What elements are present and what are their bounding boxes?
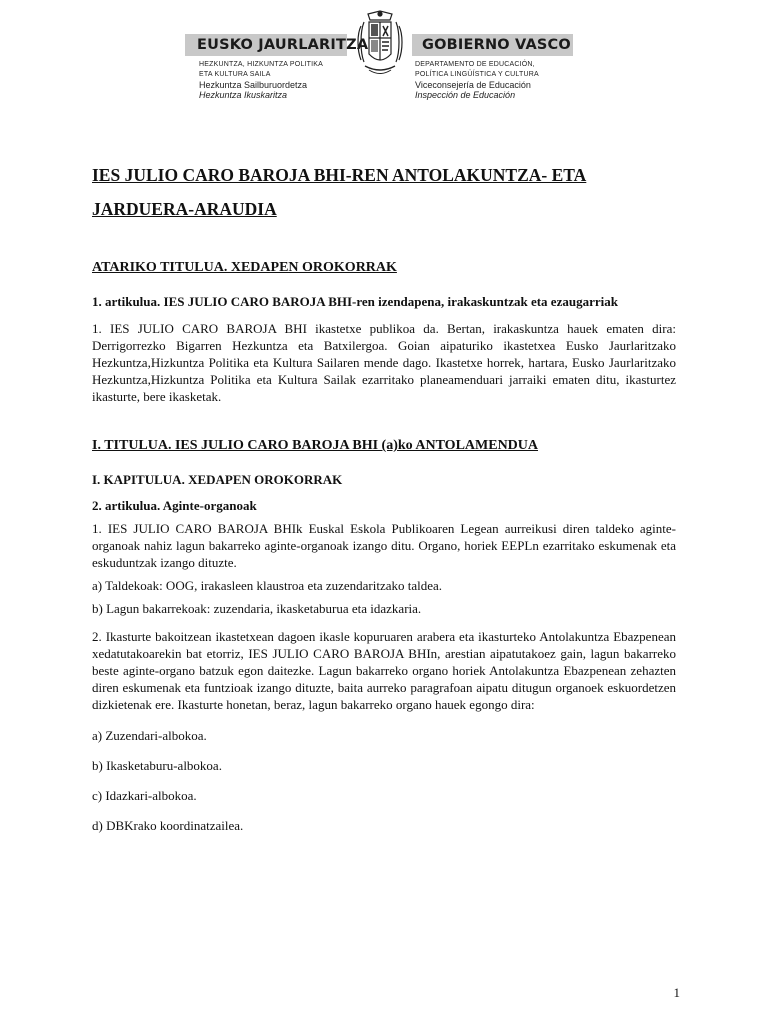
document-title-line-2: JARDUERA-ARAUDIA (92, 199, 277, 219)
article-2-heading: 2. artikulua. Aginte-organoak (92, 498, 257, 513)
coat-of-arms-icon (355, 10, 405, 80)
article-2-item-a: a) Taldekoak: OOG, irakasleen klaustroa eta zuzendaritzako taldea. (92, 578, 443, 593)
department-basque-line-1: HEZKUNTZA, HIZKUNTZA POLITIKA (199, 61, 324, 68)
department-spanish-line-1: DEPARTAMENTO DE EDUCACIÓN, (415, 61, 535, 68)
department-basque-line-2: ETA KULTURA SAILA (199, 71, 271, 78)
inspection-basque: Hezkuntza Ikuskaritza (199, 90, 288, 100)
article-1-heading: 1. artikulua. IES JULIO CARO BAROJA BHI-ren izendapena, irakaskuntzak eta ezaugarriak (92, 294, 618, 309)
organ-list-item: b) Ikasketaburu-albokoa. (92, 758, 222, 773)
article-1-paragraph: 1. IES JULIO CARO BAROJA BHI ikastetxe publikoa da. Bertan, irakaskuntza hauek ematen dira: Derrigorrezko Bigarren Hezkuntza eta Batxilergoa. Goian aipaturiko ikastetxea Eusko Jaurlaritzako Hezkuntza,Hizkuntza Politika eta Kultura Sailaren mende dago. Ikastetxe horrek, hartara, Eusko Jaurlaritzako Hezkuntza,Hizkuntza Politika eta Kultura Sailak ezarritako planeamenduari jarraiki ematen ditu, ikasturtez ikasturte, bere ikasketak. (92, 321, 676, 404)
organ-list-item: d) DBKrako koordinatzailea. (92, 818, 244, 833)
organ-list-item: a) Zuzendari-albokoa. (92, 728, 207, 743)
preliminary-title-heading: ATARIKO TITULUA. XEDAPEN OROKORRAK (92, 260, 397, 275)
page-number: 1 (673, 985, 680, 1000)
organ-list-item: c) Idazkari-albokoa. (92, 788, 197, 803)
department-spanish-line-2: POLÍTICA LINGÜÍSTICA Y CULTURA (415, 71, 539, 78)
article-2-item-b: b) Lagun bakarrekoak: zuzendaria, ikasketaburua eta idazkaria. (92, 601, 422, 616)
org-name-basque: EUSKO JAURLARITZA (197, 37, 369, 53)
document-title-line-1: IES JULIO CARO BAROJA BHI-REN ANTOLAKUNTZA- ETA (92, 165, 587, 185)
vice-ministry-basque: Hezkuntza Sailburuordetza (199, 80, 308, 90)
org-name-spanish: GOBIERNO VASCO (422, 37, 571, 53)
document-body (92, 158, 676, 834)
vice-ministry-spanish: Viceconsejería de Educación (415, 80, 531, 90)
letterhead (185, 10, 573, 102)
inspection-spanish: Inspección de Educación (415, 90, 516, 100)
article-2-paragraph-1: 1. IES JULIO CARO BAROJA BHIk Euskal Eskola Publikoaren Legean aurreikusi diren taldeko aginte-organoak nahiz lagun bakarreko aginte-organoak izango ditu. Organo, horiek EEPLn ezarritako eskumenak eta eskuduntzak izango dituzte. (92, 521, 676, 570)
department-basque (199, 60, 323, 100)
title-1-heading: I. TITULUA. IES JULIO CARO BAROJA BHI (a)ko ANTOLAMENDUA (92, 438, 539, 453)
department-spanish (415, 60, 539, 100)
article-2-paragraph-2: 2. Ikasturte bakoitzean ikastetxean dagoen ikasle kopuruaren arabera eta ikasturteko Antolakuntza Ebazpenean xedatutakoarekin bat etorriz, IES JULIO CARO BAROJA BHIn, arestian aipatutakoez gain, lagun bakarreko beste aginte-organo batzuk egon daitezke. Lagun bakarreko organo horiek Antolakuntza Ebazpenean zehazten diren eskumenak eta funtzioak izango dituzte, baita aurreko paragrafoan aipatu ditugun organoek eskuordetzen dizkietenak ere. Ikasturte honetan, beraz, lagun bakarreko organo hauek egongo dira: (92, 629, 676, 712)
chapter-1-heading: I. KAPITULUA. XEDAPEN OROKORRAK (92, 472, 343, 487)
